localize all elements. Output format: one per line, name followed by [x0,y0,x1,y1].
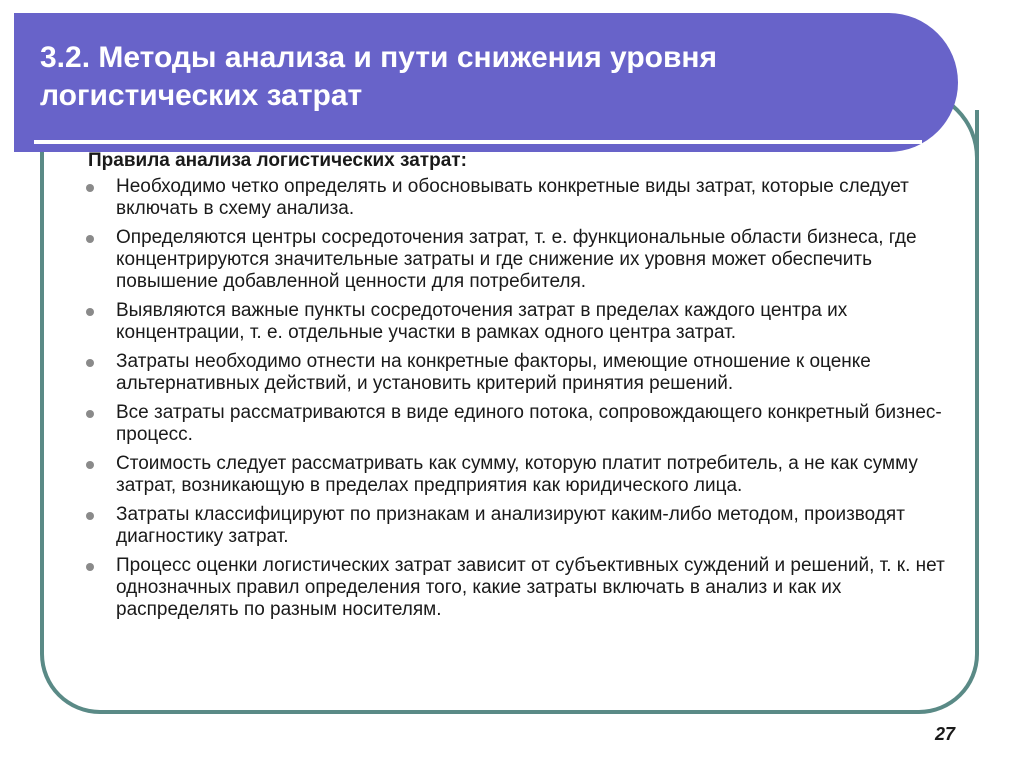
list-item-text: Все затраты рассматриваются в виде единого потока, сопровождающего конкретный бизнес-процесс. [116,402,942,445]
list-item-text: Затраты классифицируют по признакам и анализируют каким-либо методом, производят диагностику затрат. [116,504,905,547]
bullet-icon [86,410,94,418]
bullet-icon [86,184,94,192]
bullet-icon [86,512,94,520]
list-item [86,176,966,220]
list-item-text: Затраты необходимо отнести на конкретные факторы, имеющие отношение к оценке альтернативных действий, и установить критерий принятия решений. [116,351,871,394]
frame-left-edge [40,140,80,270]
bullet-icon [86,235,94,243]
list-item [86,300,966,344]
slide-title: 3.2. Методы анализа и пути снижения уровня логистических затрат [40,41,718,112]
title-underline [34,140,922,144]
rules-heading: Правила анализа логистических затрат: [88,150,467,171]
list-item-text: Процесс оценки логистических затрат зависит от субъективных суждений и решений, т. к. нет однозначных правил определения того, какие затраты включать в анализ и как их распределять по разным носителям. [116,555,945,620]
list-item [86,453,966,497]
list-item-text: Стоимость следует рассматривать как сумму, которую платит потребитель, а не как сумму затрат, возникающую в пределах предприятия как юридического лица. [116,453,918,496]
list-item [86,504,966,548]
title-banner [14,13,958,152]
page-number: 27 [935,724,956,744]
bullet-icon [86,461,94,469]
list-item-text: Выявляются важные пункты сосредоточения затрат в пределах каждого центра их концентрации, т. е. отдельные участки в рамках одного центра затрат. [116,300,848,343]
list-item-text: Определяются центры сосредоточения затрат, т. е. функциональные области бизнеса, где концентрируются значительные затраты и где снижение их уровня может обеспечить повышение добавленной ценности для потребителя. [116,227,917,292]
list-item-text: Необходимо четко определять и обосновывать конкретные виды затрат, которые следует включать в схему анализа. [116,176,909,219]
list-item [86,227,966,293]
list-item [86,402,966,446]
bullet-icon [86,563,94,571]
list-item [86,351,966,395]
slide-content [86,150,966,628]
list-item [86,555,966,621]
bullet-icon [86,359,94,367]
rules-list [86,176,966,621]
bullet-icon [86,308,94,316]
